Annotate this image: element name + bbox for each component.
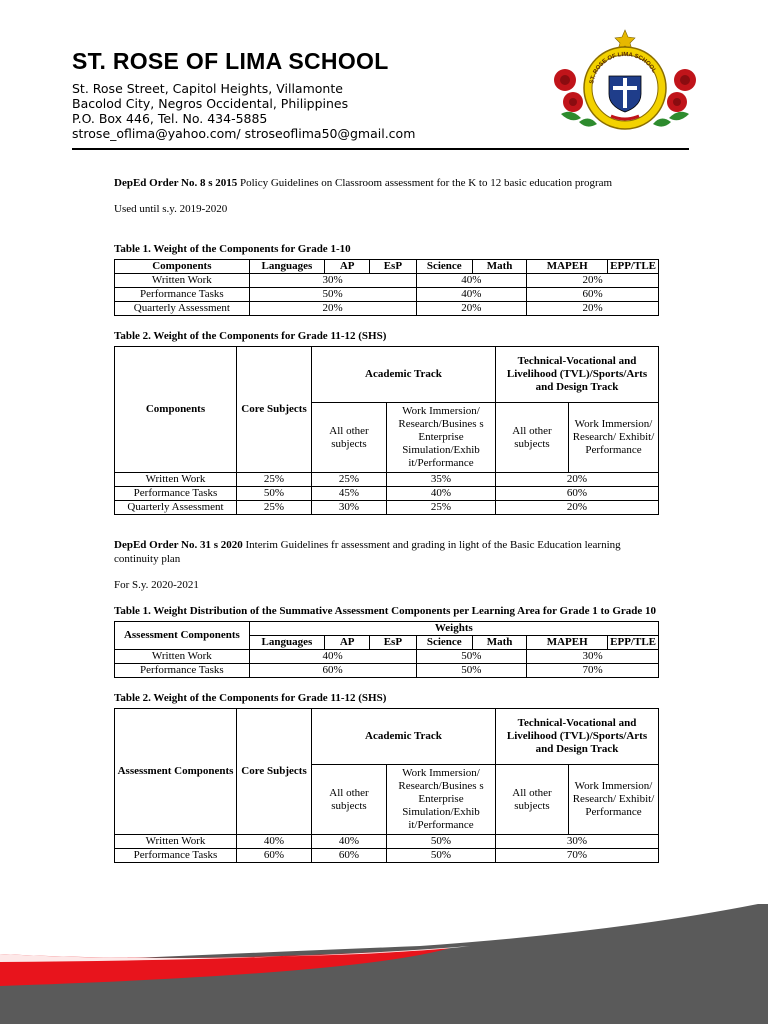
seal-text: ST. ROSE OF LIMA SCHOOL — [589, 51, 657, 85]
row-label: Written Work — [115, 274, 250, 288]
table-header: Work Immersion/ Research/ Exhibit/ Performance — [569, 765, 659, 835]
table-cell: 25% — [387, 501, 496, 515]
shs-weights-table-2020 — [114, 708, 659, 863]
spacer — [114, 678, 659, 691]
table-header: Academic Track — [312, 347, 496, 403]
table-header: Weights — [249, 622, 658, 636]
order-2015-text: Policy Guidelines on Classroom assessment for the K to 12 basic education program — [237, 177, 613, 189]
table-header: Work Immersion/ Research/Busines s Enterprise Simulation/Exhib it/Performance — [387, 403, 496, 473]
table-cell: 60% — [527, 288, 659, 302]
shs-weights-table-2015 — [114, 346, 659, 515]
table-cell: 60% — [496, 487, 659, 501]
table-cell: 40% — [312, 835, 387, 849]
table-cell: 30% — [527, 650, 659, 664]
table-cell: 60% — [249, 664, 416, 678]
table-header: Languages — [249, 636, 324, 650]
table-header: Components — [115, 260, 250, 274]
table-cell: 50% — [249, 288, 416, 302]
order-2020-paragraph — [114, 538, 659, 566]
table-header: Work Immersion/ Research/ Exhibit/ Performance — [569, 403, 659, 473]
table-cell: 20% — [249, 302, 416, 316]
table-cell: 40% — [249, 650, 416, 664]
table-cell: 20% — [527, 302, 659, 316]
table-header: EsP — [370, 260, 416, 274]
table-header: Science — [416, 260, 472, 274]
table-header: Languages — [249, 260, 324, 274]
table-cell: 60% — [237, 849, 312, 863]
order-2015-title: DepEd Order No. 8 s 2015 — [114, 177, 238, 189]
table-cell: 70% — [527, 664, 659, 678]
email-line: strose_oflima@yahoo.com/ stroseoflima50@gmail.com — [72, 126, 416, 141]
order-2015-paragraph — [114, 176, 659, 190]
table-cell: 30% — [496, 835, 659, 849]
document-body — [114, 176, 659, 863]
table-header: Assessment Components — [115, 709, 237, 835]
table-row — [115, 288, 659, 302]
table-header: All other subjects — [496, 403, 569, 473]
table-cell: 60% — [312, 849, 387, 863]
table-cell: 35% — [387, 473, 496, 487]
spacer — [114, 515, 659, 538]
table-row — [115, 650, 659, 664]
table-row — [115, 473, 659, 487]
table-header: AP — [325, 260, 370, 274]
table-cell: 20% — [527, 274, 659, 288]
table-header: Math — [472, 636, 526, 650]
order-2020-title: DepEd Order No. 31 s 2020 — [114, 539, 243, 551]
row-label: Quarterly Assessment — [115, 302, 250, 316]
table-header: EPP/TLE — [608, 260, 659, 274]
order-2020-text: Interim Guidelines fr assessment and grading in light of the Basic Education learning continuity plan — [114, 539, 621, 565]
table-header: Math — [472, 260, 526, 274]
table-caption: Table 2. Weight of the Components for Grade 11-12 (SHS) — [114, 330, 387, 342]
table-cell: 45% — [312, 487, 387, 501]
table-cell: 40% — [237, 835, 312, 849]
table-header: Assessment Components — [115, 622, 250, 650]
table-cell: 20% — [496, 473, 659, 487]
row-label: Written Work — [115, 473, 237, 487]
table-row — [115, 302, 659, 316]
table-header: AP — [325, 636, 370, 650]
table-header: All other subjects — [496, 765, 569, 835]
table-header: Components — [115, 347, 237, 473]
row-label: Performance Tasks — [115, 664, 250, 678]
table-header: Work Immersion/ Research/Busines s Enterprise Simulation/Exhib it/Performance — [387, 765, 496, 835]
spacer — [114, 316, 659, 329]
footer-wave-decoration — [0, 904, 768, 1024]
table-header: Technical-Vocational and Livelihood (TVL)/Sports/Arts and Design Track — [496, 347, 659, 403]
table-caption: Table 2. Weight of the Components for Grade 11-12 (SHS) — [114, 692, 387, 704]
school-name: ST. ROSE OF LIMA SCHOOL — [72, 48, 389, 74]
table-header: EPP/TLE — [608, 636, 659, 650]
row-label: Performance Tasks — [115, 487, 237, 501]
row-label: Performance Tasks — [115, 849, 237, 863]
table-row — [115, 487, 659, 501]
table-header: Science — [416, 636, 472, 650]
table-header: All other subjects — [312, 765, 387, 835]
table-cell: 25% — [237, 473, 312, 487]
used-until-note: Used until s.y. 2019-2020 — [114, 203, 228, 215]
table-header: Academic Track — [312, 709, 496, 765]
table-header: Core Subjects — [237, 347, 312, 473]
header-divider — [72, 148, 689, 150]
table-row — [115, 664, 659, 678]
table-cell: 40% — [416, 274, 527, 288]
table-cell: 70% — [496, 849, 659, 863]
table-cell: 40% — [387, 487, 496, 501]
table-cell: 40% — [416, 288, 527, 302]
row-label: Written Work — [115, 650, 250, 664]
table-header: EsP — [370, 636, 416, 650]
table-cell: 50% — [416, 650, 527, 664]
table-row — [115, 274, 659, 288]
table-header: MAPEH — [527, 260, 608, 274]
table-cell: 50% — [387, 849, 496, 863]
table-cell: 25% — [237, 501, 312, 515]
table-row — [115, 835, 659, 849]
grade-1-10-weights-table-2020 — [114, 621, 659, 678]
table-cell: 20% — [416, 302, 527, 316]
school-year-note: For S.y. 2020-2021 — [114, 579, 199, 591]
table-caption: Table 1. Weight Distribution of the Summative Assessment Components per Learning Area for Grade 1 to Grade 10 — [114, 605, 657, 617]
address-line-2: Bacolod City, Negros Occidental, Philippines — [72, 96, 349, 111]
table-row — [115, 849, 659, 863]
address-line-1: St. Rose Street, Capitol Heights, Villamonte — [72, 81, 343, 96]
table-header: Core Subjects — [237, 709, 312, 835]
row-label: Performance Tasks — [115, 288, 250, 302]
row-label: Quarterly Assessment — [115, 501, 237, 515]
table-header: MAPEH — [527, 636, 608, 650]
table-cell: 50% — [416, 664, 527, 678]
row-label: Written Work — [115, 835, 237, 849]
school-seal-logo — [551, 28, 699, 140]
table-row — [115, 501, 659, 515]
table-cell: 50% — [387, 835, 496, 849]
table-caption: Table 1. Weight of the Components for Grade 1-10 — [114, 243, 351, 255]
table-cell: 30% — [312, 501, 387, 515]
table-cell: 20% — [496, 501, 659, 515]
table-cell: 50% — [237, 487, 312, 501]
table-header: All other subjects — [312, 403, 387, 473]
table-cell: 25% — [312, 473, 387, 487]
table-header: Technical-Vocational and Livelihood (TVL)/Sports/Arts and Design Track — [496, 709, 659, 765]
grade-1-10-weights-table-2015 — [114, 259, 659, 316]
table-cell: 30% — [249, 274, 416, 288]
address-line-3: P.O. Box 446, Tel. No. 434-5885 — [72, 111, 268, 126]
